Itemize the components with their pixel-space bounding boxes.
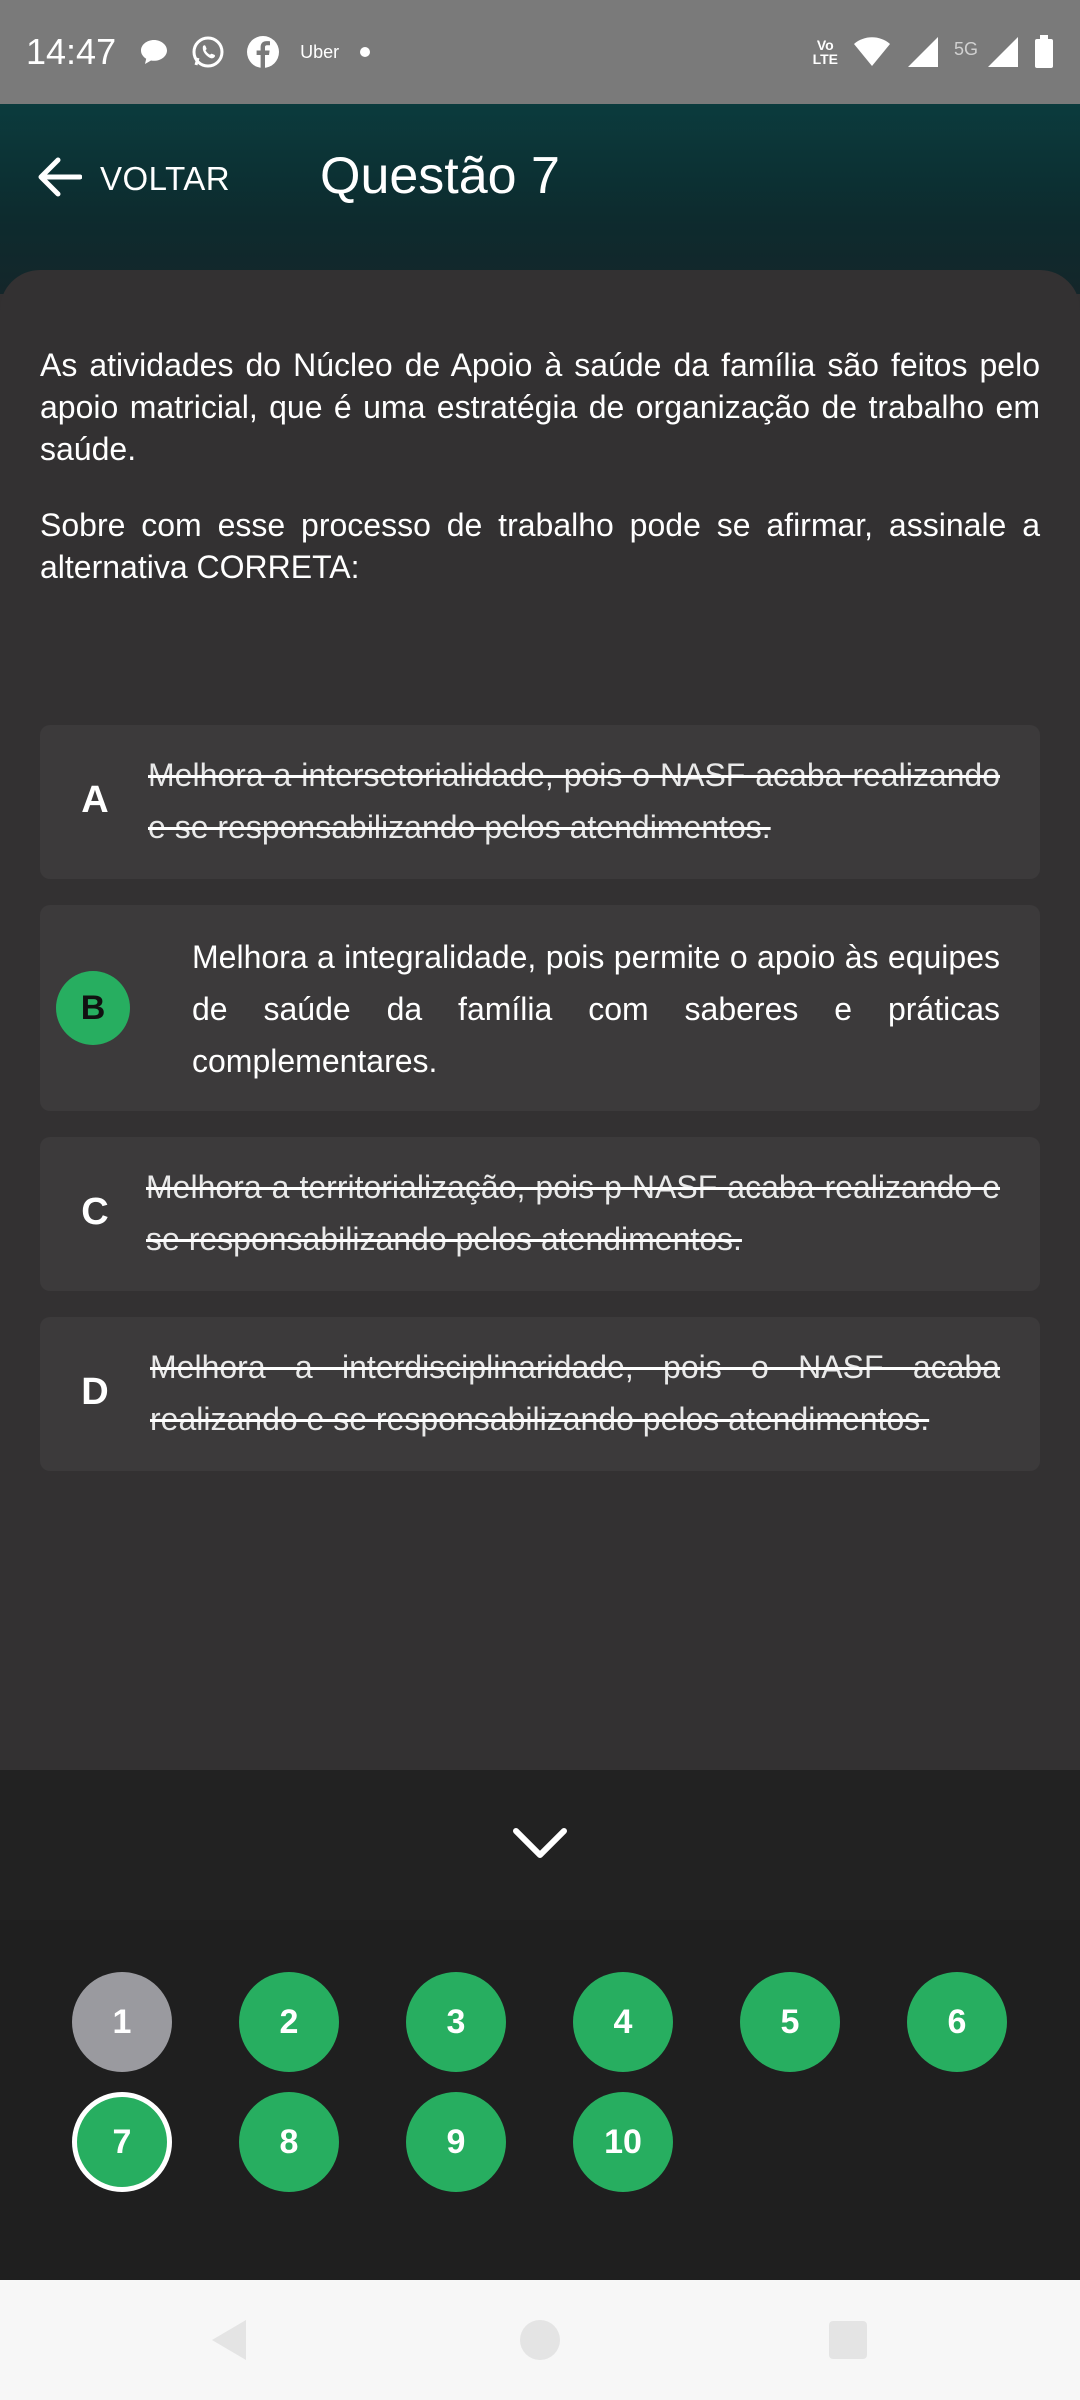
option-letter-selected: B [56,971,130,1045]
back-triangle-icon[interactable] [206,2316,250,2369]
recents-square-icon[interactable] [826,2316,870,2369]
wifi-icon [852,36,892,68]
notification-icons [138,34,371,70]
signal-icon [906,35,940,69]
question-button-4[interactable]: 4 [573,1972,673,2072]
signal-icon-2 [986,35,1020,69]
option-text: Melhora a integralidade, pois permite o apoio às equipes de saúde da família com saberes e práticas complementares. [192,939,1000,1079]
question-button-10[interactable]: 10 [573,2092,673,2192]
option-text: Melhora a territorialização, pois p NASF acaba realizando e se responsabilizando pelos atendimentos. [146,1169,1000,1257]
option-letter: A [81,779,109,821]
option-text: Melhora a interdisciplinaridade, pois o NASF acaba realizando e se responsabilizando pelos atendimentos. [150,1349,1000,1437]
network-type-label: 5G [953,39,978,59]
option-a[interactable] [40,725,1040,879]
dot-icon [359,46,371,58]
arrow-left-icon [36,157,82,202]
chat-bubble-icon [138,36,170,68]
question-button-8[interactable]: 8 [239,2092,339,2192]
chevron-down-icon [512,1826,568,1865]
home-circle-icon[interactable] [518,2316,562,2369]
question-button-7-current[interactable]: 7 [72,2092,172,2192]
battery-icon [1034,35,1054,69]
question-paragraph-1: As atividades do Núcleo de Apoio à saúde da família são feitos pelo apoio matricial, que é uma estratégia de organização de trabalho em saúde. [40,347,1040,467]
question-paragraph-2: Sobre com esse processo de trabalho pode se afirmar, assinale a alternativa CORRETA: [40,507,1040,585]
question-button-1[interactable]: 1 [72,1972,172,2072]
question-button-9[interactable]: 9 [406,2092,506,2192]
question-button-2[interactable]: 2 [239,1972,339,2072]
question-button-5[interactable]: 5 [740,1972,840,2072]
status-time: 14:47 [26,31,117,72]
option-letter: C [81,1191,109,1233]
status-bar [0,0,1080,104]
whatsapp-icon [190,34,226,70]
back-button[interactable] [36,144,230,214]
question-navigator [0,1920,1080,2280]
facebook-icon [246,35,280,69]
question-card [0,270,1080,1770]
collapse-navigator-button[interactable] [0,1770,1080,1920]
system-status-icons [813,35,1054,69]
question-text [40,344,1040,622]
option-c[interactable] [40,1137,1040,1291]
app-header [0,104,1080,294]
question-button-6[interactable]: 6 [907,1972,1007,2072]
page-title: Questão 7 [320,147,560,205]
back-label: VOLTAR [100,160,231,197]
option-b[interactable] [40,905,1040,1111]
volte-icon: Vo LTE [812,37,838,67]
question-button-3[interactable]: 3 [406,1972,506,2072]
option-d[interactable] [40,1317,1040,1471]
option-letter: D [81,1371,109,1413]
option-text: Melhora a intersetorialidade, pois o NASF acaba realizando e se responsabilizando pelos atendimentos. [148,757,1000,845]
uber-icon: Uber [300,41,340,62]
system-nav-bar [0,2280,1080,2400]
